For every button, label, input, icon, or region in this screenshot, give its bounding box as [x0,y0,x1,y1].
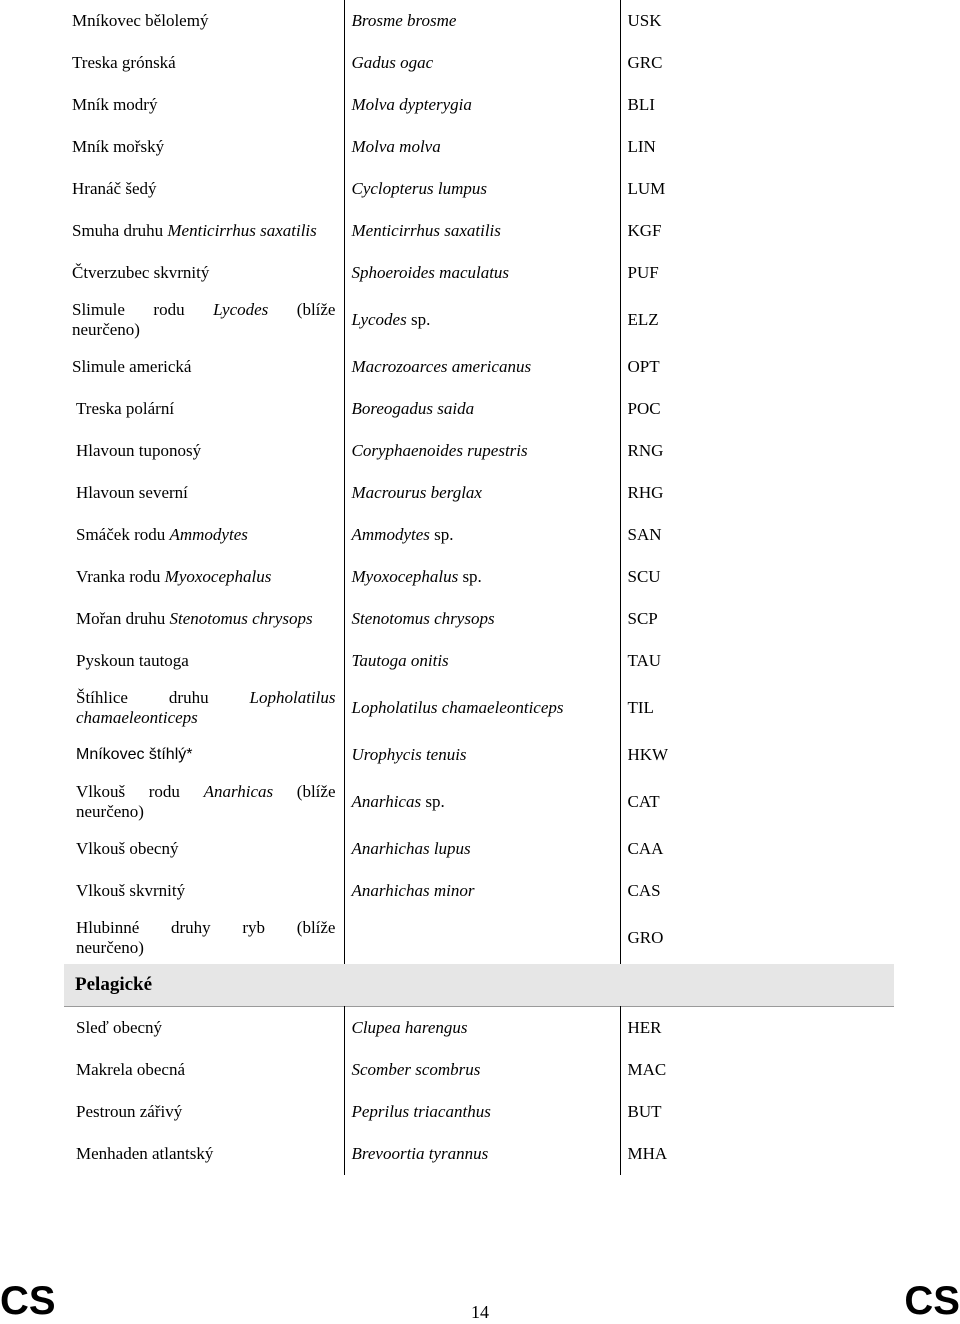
word: Lycodes [213,300,269,319]
czech-name-line2: neurčeno) [72,320,140,339]
species-code: BUT [620,1091,894,1133]
table-row [64,1091,894,1133]
table-row [64,598,894,640]
czech-name-text: Smáček rodu [76,525,170,544]
species-code: MHA [620,1133,894,1175]
czech-name: Mníkovec bělolemý [72,11,209,30]
latin-name: Boreogadus saida [344,388,620,430]
latin-name: Anarhichas minor [344,870,620,912]
latin-sp: sp. [429,525,454,544]
species-code: CAT [620,776,894,828]
table-row [64,472,894,514]
czech-name: Menhaden atlantský [76,1143,214,1163]
czech-name-text: Smuha druhu [72,221,168,240]
latin-name: Lopholatilus chamaeleonticeps [344,682,620,734]
word: druhu [168,688,209,707]
czech-name: Slimule americká [72,357,192,376]
latin-sp: sp. [421,792,445,811]
czech-name-latin: Ammodytes [169,525,248,544]
species-code: RHG [620,472,894,514]
czech-name: Mník mořský [72,137,165,156]
latin-name: Molva molva [344,126,620,168]
species-code: LIN [620,126,894,168]
latin-name: Urophycis tenuis [344,734,620,776]
czech-name-latin: Menticirrhus saxatilis [167,221,317,240]
latin-name: Menticirrhus saxatilis [344,210,620,252]
latin-genus: Myoxocephalus [351,567,459,586]
table-row [64,84,894,126]
category-row [64,964,894,1007]
table-row [64,346,894,388]
word: Slimule [72,300,125,319]
czech-name-line2: neurčeno) [76,802,144,821]
word: (blíže [296,782,336,801]
species-code: KGF [620,210,894,252]
latin-name: Macrourus berglax [344,472,620,514]
table-row [64,294,894,346]
czech-name-text: Vranka rodu [76,567,165,586]
category-heading: Pelagické [64,964,894,1007]
species-code: TAU [620,640,894,682]
species-code: SCP [620,598,894,640]
latin-name: Clupea harengus [344,1007,620,1049]
czech-name-latin: Stenotomus chrysops [169,609,313,628]
species-code: SCU [620,556,894,598]
table-row [64,776,894,828]
table-row [64,556,894,598]
species-code: ELZ [620,294,894,346]
word: Vlkouš [76,782,126,801]
species-code: GRC [620,42,894,84]
czech-name: Vlkouš obecný [76,839,179,858]
table-row [64,734,894,776]
latin-name: Cyclopterus lumpus [344,168,620,210]
latin-name: Gadus ogac [344,42,620,84]
table-row [64,1133,894,1175]
czech-name: Čtverzubec skvrnitý [72,263,210,282]
word: druhy [171,918,211,937]
czech-name: Hlavoun severní [76,483,188,502]
latin-name [344,776,620,828]
table-row [64,514,894,556]
table-row [64,252,894,294]
word: Anarhicas [203,782,274,801]
species-code: TIL [620,682,894,734]
latin-name: Scomber scombrus [344,1049,620,1091]
czech-name [64,210,344,252]
table-row [64,42,894,84]
latin-name: Coryphaenoides rupestris [344,430,620,472]
table-row [64,912,894,964]
czech-name: Hranáč šedý [72,179,157,198]
latin-name: Brosme brosme [344,0,620,42]
latin-genus: Anarhicas [351,792,422,811]
table-row [64,168,894,210]
species-code: RNG [620,430,894,472]
species-code: LUM [620,168,894,210]
species-code: POC [620,388,894,430]
latin-genus: Lycodes [351,310,407,329]
czech-name [64,912,344,964]
latin-name [344,514,620,556]
czech-name: Pestroun zářivý [76,1101,183,1121]
word: Štíhlice [76,688,128,707]
species-code: CAS [620,870,894,912]
table-row [64,210,894,252]
latin-name: Sphoeroides maculatus [344,252,620,294]
species-code: BLI [620,84,894,126]
word: Lopholatilus [249,688,336,707]
language-marker-right: CS [904,1279,960,1323]
czech-name: Sleď obecný [76,1017,163,1037]
page-number: 14 [471,1302,489,1322]
species-table [64,0,894,1175]
czech-name-line2: chamaeleonticeps [76,708,198,727]
latin-sp: sp. [406,310,431,329]
table-row [64,126,894,168]
latin-name [344,556,620,598]
czech-name: Hlavoun tuponosý [76,441,202,460]
czech-name: Pyskoun tautoga [76,651,189,670]
czech-name: Treska polární [76,399,175,418]
table-row [64,0,894,42]
table-row [64,388,894,430]
czech-name [64,556,344,598]
latin-name: Peprilus triacanthus [344,1091,620,1133]
latin-sp: sp. [458,567,482,586]
table-row [64,640,894,682]
species-code: PUF [620,252,894,294]
species-code: USK [620,0,894,42]
latin-name: Macrozoarces americanus [344,346,620,388]
czech-name [64,514,344,556]
czech-name: Makrela obecná [76,1059,186,1079]
word: ryb [242,918,266,937]
latin-genus: Ammodytes [351,525,430,544]
czech-name [64,682,344,734]
czech-name: Treska grónská [72,53,176,72]
word: rodu [148,782,180,801]
word: (blíže [296,918,336,937]
czech-name [64,294,344,346]
word: rodu [153,300,185,319]
latin-name [344,294,620,346]
table-row [64,828,894,870]
latin-name: Molva dypterygia [344,84,620,126]
latin-name: Anarhichas lupus [344,828,620,870]
czech-name-line2: neurčeno) [76,938,144,957]
species-code: HER [620,1007,894,1049]
word: (blíže [296,300,336,319]
species-code: SAN [620,514,894,556]
czech-name [64,598,344,640]
species-code: HKW [620,734,894,776]
table-row [64,682,894,734]
czech-name [64,776,344,828]
language-marker-left: CS [0,1279,56,1323]
latin-name: Stenotomus chrysops [344,598,620,640]
word: Hlubinné [76,918,140,937]
species-code: GRO [620,912,894,964]
czech-name: Mníkovec štíhlý* [76,746,193,763]
table-row [64,1049,894,1091]
species-code: CAA [620,828,894,870]
table-row [64,870,894,912]
czech-name: Vlkouš skvrnitý [76,881,186,900]
table-row [64,1007,894,1049]
latin-name: Brevoortia tyrannus [344,1133,620,1175]
species-code: MAC [620,1049,894,1091]
czech-name: Mník modrý [72,95,158,114]
table-row [64,430,894,472]
czech-name-latin: Myoxocephalus [164,567,272,586]
czech-name-text: Mořan druhu [76,609,170,628]
latin-name [344,912,620,964]
species-code: OPT [620,346,894,388]
latin-name: Tautoga onitis [344,640,620,682]
